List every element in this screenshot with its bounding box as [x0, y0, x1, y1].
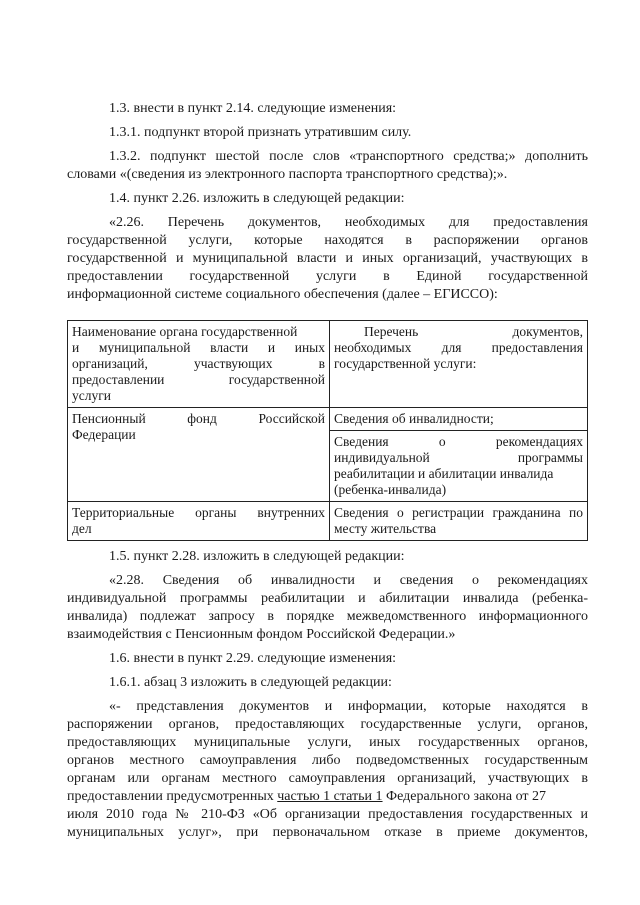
pension-fund-line-2: Федерации [72, 427, 136, 442]
cell-internal-affairs [68, 502, 330, 541]
header-cell-organ [68, 321, 330, 408]
para-abzac-line-4: органов местного самоуправления либо подведомственных государственным [67, 753, 588, 768]
rehab-line-3: реабилитации и абилитации инвалида [334, 466, 554, 481]
para-abzac-line-8: муниципальных услуг», при первоначальном отказе в приеме документов, [67, 825, 588, 840]
para-2-28-line-3: инвалида) подлежат запросу в порядке межведомственного информационного [67, 609, 588, 624]
para-2-28-line-1: «2.28. Сведения об инвалидности и сведения о рекомендациях [109, 573, 588, 588]
disability-info-text: Сведения об инвалидности; [334, 411, 494, 426]
rehab-line-4: (ребенка-инвалида) [334, 482, 447, 497]
registration-line-2: месту жительства [334, 521, 437, 536]
header-organ-line-2: и муниципальной власти и иных [72, 340, 325, 355]
header-docs-line-3: государственной услуги: [334, 356, 477, 371]
para-2-26-line-1: «2.26. Перечень документов, необходимых для предоставления [109, 215, 588, 230]
header-organ-line-5: услуги [72, 388, 111, 403]
header-cell-documents [330, 321, 588, 408]
header-organ-line-1: Наименование органа государственной [72, 324, 298, 339]
rehab-line-1: Сведения о рекомендациях [334, 434, 583, 449]
para-abzac-line-1: «- представления документов и информации, которые находятся в [109, 699, 588, 714]
rehab-line-2: индивидуальной программы [334, 450, 583, 465]
para-2-26-line-3: государственной и муниципальной власти и иных организаций, участвующих в [67, 251, 588, 266]
table-header-row [68, 321, 588, 408]
cell-disability-info [330, 408, 588, 431]
para-1-5: 1.5. пункт 2.28. изложить в следующей редакции: [109, 549, 405, 564]
para-abzac-line-3: предоставляющих муниципальные услуги, иных государственных органов, [67, 735, 588, 750]
para-1-3: 1.3. внести в пункт 2.14. следующие изменения: [109, 101, 397, 116]
cell-rehab-info [330, 431, 588, 502]
documents-table [67, 320, 588, 541]
para-2-26-line-2: государственной услуги, которые находятся в распоряжении органов [67, 233, 588, 248]
para-2-28-line-2: индивидуальной программы реабилитации и абилитации инвалида (ребенка- [67, 591, 588, 606]
cell-registration-info [330, 502, 588, 541]
para-2-28-line-4: взаимодействия с Пенсионным фондом Российской Федерации.» [67, 627, 456, 642]
law-article-link[interactable]: частью 1 статьи 1 [277, 789, 383, 804]
table-row [68, 408, 588, 431]
para-1-3-2: 1.3.2. подпункт шестой после слов «транспортного средства;» дополнить [109, 149, 588, 164]
para-1-4: 1.4. пункт 2.26. изложить в следующей редакции: [109, 191, 405, 206]
para-abzac-line-7: июля 2010 года № 210-ФЗ «Об организации предоставления государственных и [67, 807, 588, 822]
para-2-26-line-5: информационной системе социального обеспечения (далее – ЕГИССО): [67, 287, 498, 302]
internal-affairs-line-1: Территориальные органы внутренних [72, 505, 325, 520]
para-abzac-line-2: распоряжении органов, предоставляющих государственные услуги, органов, [67, 717, 588, 732]
internal-affairs-line-2: дел [72, 521, 92, 536]
para-abzac-line-5: органам или органам местного самоуправления организаций, участвующих в [67, 771, 588, 786]
para-1-3-2-cont: словами «(сведения из электронного паспорта транспортного средства);». [67, 167, 508, 182]
para-2-26-line-4: предоставлении государственной услуги в Единой государственной [67, 269, 588, 284]
para-1-6-1: 1.6.1. абзац 3 изложить в следующей редакции: [109, 675, 392, 690]
header-docs-line-2: необходимых для предоставления [334, 340, 583, 355]
para-1-6: 1.6. внести в пункт 2.29. следующие изменения: [109, 651, 397, 666]
header-docs-line-1: Перечень документов, [364, 324, 583, 339]
header-organ-line-4: предоставлении государственной [72, 372, 325, 387]
table-row [68, 502, 588, 541]
para-abzac-line-6 [67, 788, 588, 805]
cell-pension-fund [68, 408, 330, 502]
line-6-end: Федерального закона от 27 [382, 789, 547, 804]
header-organ-line-3: организаций, участвующих в [72, 356, 325, 371]
para-1-3-1: 1.3.1. подпункт второй признать утратившим силу. [109, 125, 412, 140]
registration-line-1: Сведения о регистрации гражданина по [334, 505, 583, 520]
line-6-start: предоставлении предусмотренных [67, 789, 278, 804]
pension-fund-line-1: Пенсионный фонд Российской [72, 411, 325, 426]
